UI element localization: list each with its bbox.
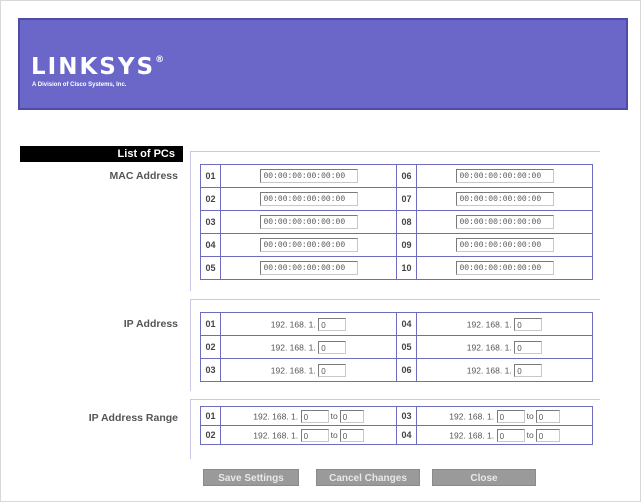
table-row	[201, 165, 593, 188]
mac-field-cell	[221, 188, 397, 211]
row-index: 01	[201, 313, 221, 336]
ip-field-cell	[221, 313, 397, 336]
mac-table	[200, 164, 593, 280]
ip-prefix: 192. 168. 1.	[270, 365, 316, 375]
ip-field-cell	[417, 359, 593, 382]
mac-field-cell	[417, 211, 593, 234]
row-index: 10	[397, 257, 417, 280]
mac-field-cell	[417, 257, 593, 280]
ip-field-cell	[417, 313, 593, 336]
mac-field-cell	[417, 165, 593, 188]
mac-address-input[interactable]: 00:00:00:00:00:00	[260, 169, 358, 183]
ip-range-table	[200, 406, 593, 445]
ip-octet-input[interactable]: 0	[318, 341, 346, 354]
mac-address-input[interactable]: 00:00:00:00:00:00	[456, 261, 554, 275]
mac-address-input[interactable]: 00:00:00:00:00:00	[260, 215, 358, 229]
range-to-label: to	[330, 430, 338, 440]
header-banner	[18, 18, 628, 110]
range-to-input[interactable]: 0	[536, 429, 560, 442]
divider	[190, 299, 191, 391]
ip-prefix: 192. 168. 1.	[270, 319, 316, 329]
divider	[190, 399, 191, 459]
row-index: 05	[397, 336, 417, 359]
range-to-input[interactable]: 0	[340, 429, 364, 442]
ip-prefix: 192. 168. 1.	[253, 430, 299, 440]
range-to-input[interactable]: 0	[536, 410, 560, 423]
row-index: 03	[201, 359, 221, 382]
ip-field-cell	[417, 336, 593, 359]
mac-field-cell	[221, 234, 397, 257]
ip-octet-input[interactable]: 0	[514, 318, 542, 331]
ip-field-cell	[221, 336, 397, 359]
range-to-label: to	[526, 430, 534, 440]
range-to-label: to	[526, 411, 534, 421]
mac-address-input[interactable]: 00:00:00:00:00:00	[456, 215, 554, 229]
row-index: 01	[201, 165, 221, 188]
row-index: 09	[397, 234, 417, 257]
save-settings-button[interactable]: Save Settings	[203, 469, 299, 486]
range-to-label: to	[330, 411, 338, 421]
ip-range-cell	[417, 407, 593, 426]
row-index: 02	[201, 426, 221, 445]
ip-prefix: 192. 168. 1.	[253, 411, 299, 421]
ip-prefix: 192. 168. 1.	[449, 411, 495, 421]
mac-field-cell	[417, 188, 593, 211]
section-title: List of PCs	[20, 146, 183, 162]
ip-prefix: 192. 168. 1.	[466, 342, 512, 352]
row-index: 01	[201, 407, 221, 426]
divider	[190, 299, 600, 300]
row-index: 04	[397, 313, 417, 336]
mac-address-label: MAC Address	[109, 170, 178, 182]
row-index: 02	[201, 188, 221, 211]
divider	[190, 399, 600, 400]
ip-octet-input[interactable]: 0	[318, 364, 346, 377]
ip-field-cell	[221, 359, 397, 382]
range-to-input[interactable]: 0	[340, 410, 364, 423]
divider	[190, 151, 191, 291]
mac-field-cell	[221, 211, 397, 234]
ip-range-cell	[221, 426, 397, 445]
row-index: 06	[397, 359, 417, 382]
table-row	[201, 336, 593, 359]
mac-field-cell	[417, 234, 593, 257]
row-index: 04	[201, 234, 221, 257]
mac-address-input[interactable]: 00:00:00:00:00:00	[456, 169, 554, 183]
ip-range-cell	[221, 407, 397, 426]
linksys-logo: LINKSYS®	[31, 54, 165, 80]
mac-address-input[interactable]: 00:00:00:00:00:00	[260, 261, 358, 275]
ip-range-cell	[417, 426, 593, 445]
table-row	[201, 426, 593, 445]
range-from-input[interactable]: 0	[301, 410, 329, 423]
table-row	[201, 234, 593, 257]
range-from-input[interactable]: 0	[497, 410, 525, 423]
ip-octet-input[interactable]: 0	[514, 341, 542, 354]
mac-field-cell	[221, 257, 397, 280]
table-row	[201, 359, 593, 382]
mac-address-input[interactable]: 00:00:00:00:00:00	[456, 192, 554, 206]
mac-address-input[interactable]: 00:00:00:00:00:00	[260, 192, 358, 206]
ip-octet-input[interactable]: 0	[514, 364, 542, 377]
table-row	[201, 257, 593, 280]
row-index: 02	[201, 336, 221, 359]
mac-address-input[interactable]: 00:00:00:00:00:00	[260, 238, 358, 252]
mac-field-cell	[221, 165, 397, 188]
close-button[interactable]: Close	[432, 469, 536, 486]
ip-octet-input[interactable]: 0	[318, 318, 346, 331]
ip-prefix: 192. 168. 1.	[466, 365, 512, 375]
ip-table	[200, 312, 593, 382]
ip-prefix: 192. 168. 1.	[449, 430, 495, 440]
ip-address-label: IP Address	[123, 318, 178, 330]
row-index: 05	[201, 257, 221, 280]
range-from-input[interactable]: 0	[301, 429, 329, 442]
table-row	[201, 188, 593, 211]
range-from-input[interactable]: 0	[497, 429, 525, 442]
row-index: 07	[397, 188, 417, 211]
row-index: 03	[397, 407, 417, 426]
ip-prefix: 192. 168. 1.	[466, 319, 512, 329]
table-row	[201, 313, 593, 336]
table-row	[201, 211, 593, 234]
cancel-changes-button[interactable]: Cancel Changes	[316, 469, 420, 486]
row-index: 06	[397, 165, 417, 188]
ip-range-label: IP Address Range	[88, 412, 178, 424]
divider	[190, 151, 600, 152]
ip-prefix: 192. 168. 1.	[270, 342, 316, 352]
row-index: 08	[397, 211, 417, 234]
mac-address-input[interactable]: 00:00:00:00:00:00	[456, 238, 554, 252]
table-row	[201, 407, 593, 426]
row-index: 03	[201, 211, 221, 234]
row-index: 04	[397, 426, 417, 445]
brand-tagline: A Division of Cisco Systems, Inc.	[32, 82, 127, 88]
